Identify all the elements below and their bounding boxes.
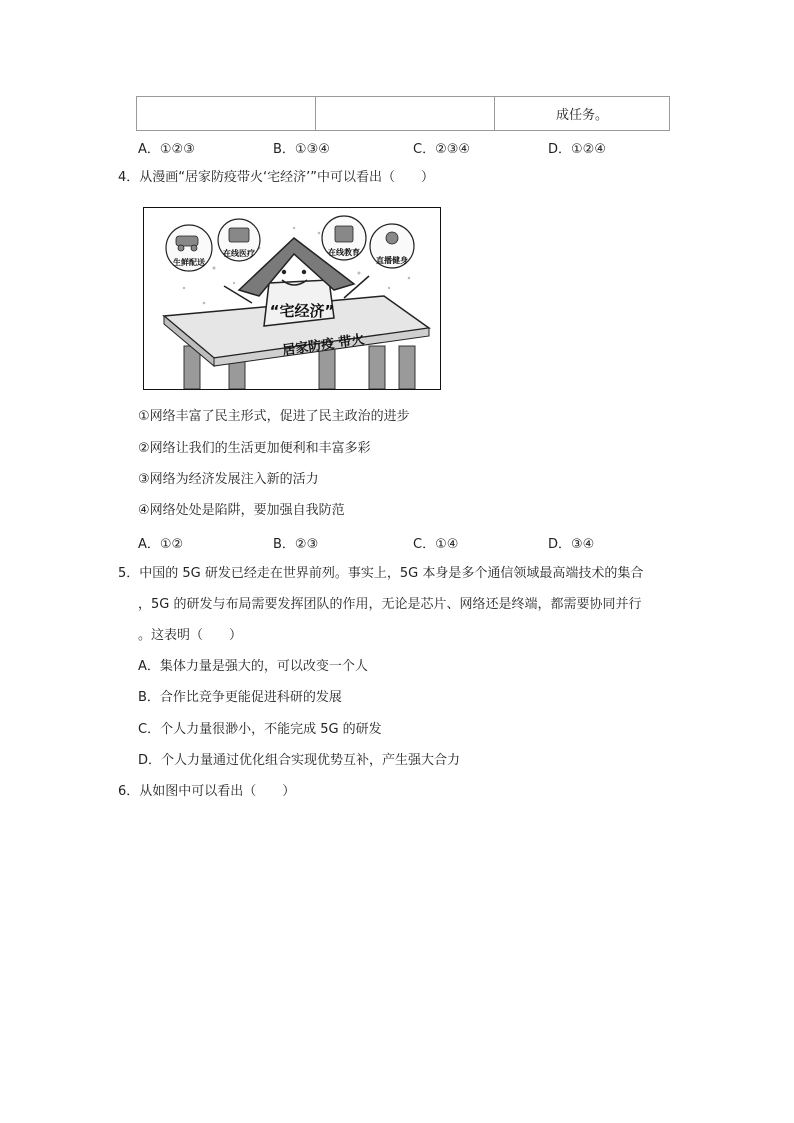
option-d[interactable]: D．③④	[548, 537, 595, 552]
label-live-fitness: 直播健身	[376, 256, 408, 265]
table-cell: 成任务。	[495, 97, 670, 131]
q5-stem-line2: ，5G 的研发与布局需要发挥团队的作用，无论是芯片、网络还是终端，都需要协同并行	[138, 597, 642, 612]
q5-stem-line1: 5．中国的 5G 研发已经走在世界前列。事实上，5G 本身是多个通信领域最高端技术的集合	[118, 566, 644, 581]
q3-options	[138, 138, 678, 158]
option-c[interactable]: C．①④	[413, 537, 459, 552]
option-a[interactable]: A．①②③	[138, 142, 195, 157]
label-fresh-delivery: 生鲜配送	[173, 258, 205, 267]
label-online-education: 在线教育	[328, 248, 360, 257]
q6-stem: 6．从如图中可以看出（ ）	[118, 784, 296, 799]
q4-item-4: ④网络处处是陷阱，要加强自我防范	[138, 503, 345, 518]
q5-stem-line3: 。这表明（ ）	[138, 628, 243, 643]
q4-item-1: ①网络丰富了民主形式，促进了民主政治的进步	[138, 409, 410, 424]
q5-option-d[interactable]: D．个人力量通过优化组合实现优势互补，产生强大合力	[138, 753, 461, 768]
option-b[interactable]: B．①③④	[273, 142, 330, 157]
answer-table	[136, 96, 670, 131]
label-online-medical: 在线医疗	[223, 249, 255, 258]
q4-item-2: ②网络让我们的生活更加便利和丰富多彩	[138, 441, 371, 456]
option-a[interactable]: A．①②	[138, 537, 184, 552]
table-cell	[137, 97, 316, 131]
q4-options	[138, 533, 678, 553]
q4-stem: 4．从漫画“居家防疫带火‘宅经济’”中可以看出（ ）	[118, 170, 435, 185]
label-house: “宅经济”	[269, 302, 335, 320]
q4-cartoon	[143, 207, 441, 390]
q5-option-c[interactable]: C．个人力量很渺小，不能完成 5G 的研发	[138, 722, 382, 737]
option-b[interactable]: B．②③	[273, 537, 319, 552]
label-base: 居家防疫 带火	[281, 332, 366, 359]
q5-option-b[interactable]: B．合作比竞争更能促进科研的发展	[138, 690, 342, 705]
q5-option-a[interactable]: A．集体力量是强大的，可以改变一个人	[138, 659, 368, 674]
table-cell	[316, 97, 495, 131]
option-d[interactable]: D．①②④	[548, 142, 606, 157]
option-c[interactable]: C．②③④	[413, 142, 471, 157]
q4-item-3: ③网络为经济发展注入新的活力	[138, 472, 319, 487]
